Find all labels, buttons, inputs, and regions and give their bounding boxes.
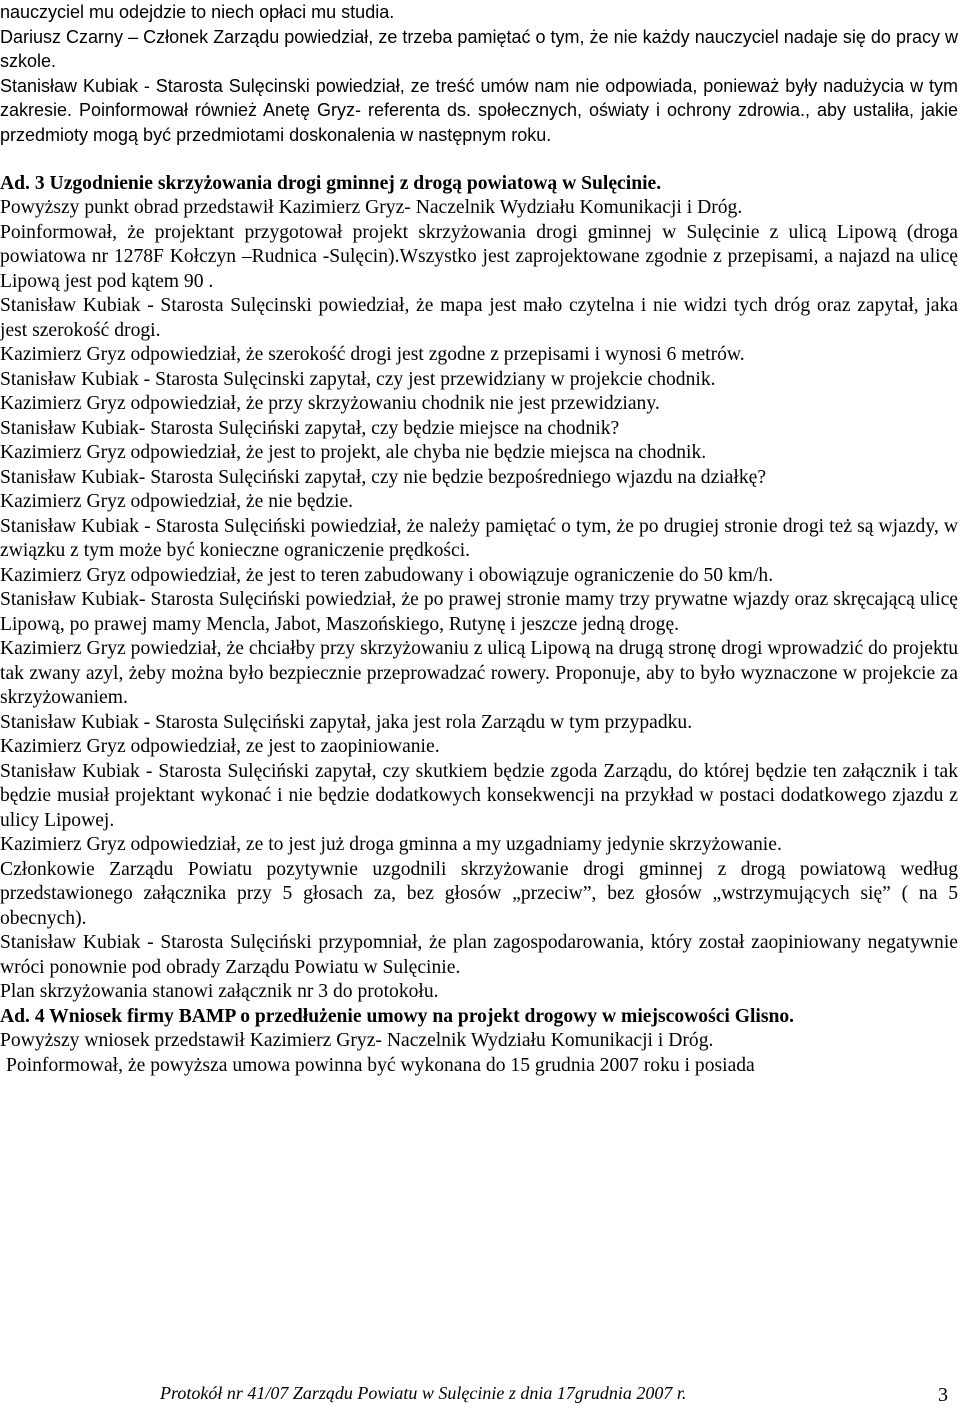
paragraph: Stanisław Kubiak - Starosta Sulęciński zapytał, jaka jest rola Zarządu w tym przypadku. — [0, 711, 693, 733]
paragraph: Kazimierz Gryz odpowiedział, że nie będzie. — [0, 491, 354, 512]
paragraph: Kazimierz Gryz odpowiedział, że szerokość drogi jest zgodne z przepisami i wynosi 6 metrów. — [0, 344, 745, 365]
paragraph: Kazimierz Gryz odpowiedział, ze jest to zaopiniowanie. — [0, 736, 440, 757]
paragraph: Stanisław Kubiak- Starosta Sulęciński zapytał, czy będzie miejsce na chodnik? — [0, 417, 620, 439]
section-heading: Ad. 4 Wniosek firmy BAMP o przedłużenie umowy na projekt drogowy w miejscowości Glisno. — [0, 1005, 795, 1027]
paragraph: Kazimierz Gryz powiedział, że chciałby przy skrzyżowaniu z ulicą Lipową na drugą stronę drogi wprowadzić do projektu tak zwany azyl, żeby można było bezpiecznie przeprowadzać rowery. Proponuje, aby to było wyznaczone w projekcie za skrzyżowaniem. — [0, 638, 958, 708]
paragraph: Stanisław Kubiak - Starosta Sulęciński przypomniał, że plan zagospodarowania, który został zaopiniowany negatywnie wróci ponownie pod obrady Zarządu Powiatu w Sulęcinie. — [0, 932, 958, 978]
section-heading: Ad. 3 Uzgodnienie skrzyżowania drogi gminnej z drogą powiatową w Sulęcinie. — [0, 172, 662, 194]
paragraph: Poinformował, że projektant przygotował projekt skrzyżowania drogi gminnej w Sulęcinie z ulicą Lipową (droga powiatowa nr 1278F Kołczyn –Rudnica -Sulęcin).Wszystko jest zaprojektowane zgodnie z przepisami, a najazd na ulicę Lipową jest pod kątem 90 . — [0, 221, 958, 292]
paragraph: Poinformował, że powyższa umowa powinna być wykonana do 15 grudnia 2007 roku i posiada — [6, 1054, 755, 1076]
paragraph: Stanisław Kubiak - Starosta Sulęciński zapytał, czy skutkiem będzie zgoda Zarządu, do której będzie ten załącznik i tak będzie musiał projektant wykonać i nie będzie dodatkowych konsekwencji na przykład w postaci dodatkowego zjazdu z ulicy Lipowej. — [0, 760, 958, 831]
paragraph: Kazimierz Gryz odpowiedział, że jest to teren zabudowany i obowiązuje ograniczenie do 50 km/h. — [0, 564, 774, 586]
paragraph: Powyższy punkt obrad przedstawił Kazimierz Gryz- Naczelnik Wydziału Komunikacji i Dróg. — [0, 197, 743, 218]
paragraph: Stanisław Kubiak - Starosta Sulęcinski powiedział, że mapa jest mało czytelna i nie widzi tych dróg oraz zapytał, jaka jest szerokość drogi. — [0, 295, 958, 341]
paragraph: Stanisław Kubiak- Starosta Sulęciński powiedział, że po prawej stronie mamy trzy prywatne wjazdy oraz skręcającą ulicę Lipową, po prawej mamy Mencla, Jabot, Maszońskiego, Rutynę i jeszcze jedną drogę. — [0, 589, 958, 635]
paragraph: Stanisław Kubiak- Starosta Sulęciński zapytał, czy nie będzie bezpośredniego wjazdu na działkę? — [0, 466, 767, 488]
paragraph: Kazimierz Gryz odpowiedział, ze to jest już droga gminna a my uzgadniamy jedynie skrzyżowanie. — [0, 834, 782, 855]
blank-line — [0, 147, 958, 172]
paragraph: Członkowie Zarządu Powiatu pozytywnie uzgodnili skrzyżowanie drogi gminnej z drogą powiatową według przedstawionego załącznika przy 5 głosach za, bez głosów „przeciw”, bez głosów „wstrzymujących się” ( na 5 obecnych). — [0, 858, 958, 929]
paragraph: Powyższy wniosek przedstawił Kazimierz Gryz- Naczelnik Wydziału Komunikacji i Dróg. — [0, 1030, 714, 1051]
paragraph: Kazimierz Gryz odpowiedział, że jest to projekt, ale chyba nie będzie miejsca na chodnik. — [0, 442, 707, 463]
paragraph: nauczyciel mu odejdzie to niech opłaci mu studia. — [0, 2, 395, 22]
paragraph: Kazimierz Gryz odpowiedział, że przy skrzyżowaniu chodnik nie jest przewidziany. — [0, 393, 660, 414]
paragraph: Stanisław Kubiak - Starosta Sulęcinski powiedział, ze treść umów nam nie odpowiada, ponieważ były nadużycia w tym zakresie. Poinformował również Anetę Gryz- referenta ds. społecznych, oświaty i ochrony zdrowia., aby ustaliła, jakie przedmioty mogą być przedmiotami doskonalenia w następnym roku. — [0, 75, 958, 145]
paragraph: Plan skrzyżowania stanowi załącznik nr 3 do protokołu. — [0, 981, 439, 1002]
paragraph: Dariusz Czarny – Członek Zarządu powiedział, ze trzeba pamiętać o tym, że nie każdy nauczyciel nadaje się do pracy w szkole. — [0, 26, 958, 71]
page-number: 3 — [938, 1384, 948, 1406]
page-footer: Protokół nr 41/07 Zarządu Powiatu w Sulęcinie z dnia 17grudnia 2007 r. — [160, 1383, 687, 1403]
paragraph: Stanisław Kubiak - Starosta Sulęcinski zapytał, czy jest przewidziany w projekcie chodnik. — [0, 368, 716, 390]
paragraph: Stanisław Kubiak - Starosta Sulęciński powiedział, że należy pamiętać o tym, że po drugiej stronie drogi też są wjazdy, w związku z tym może być konieczne ograniczenie prędkości. — [0, 515, 958, 561]
